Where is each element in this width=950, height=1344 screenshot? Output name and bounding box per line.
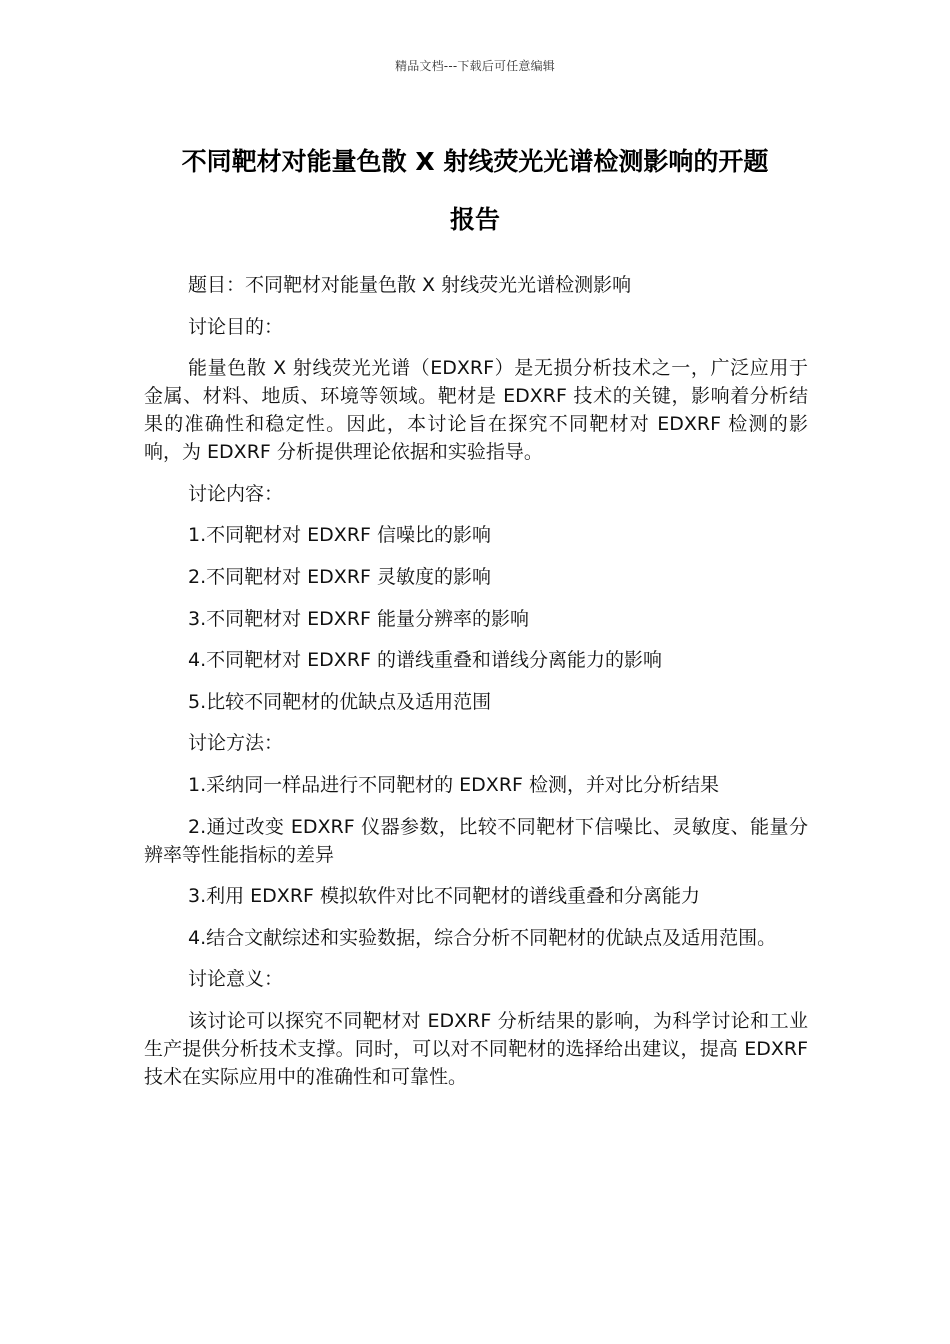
- document-title: [130, 133, 820, 249]
- method-heading: 讨论方法：: [188, 732, 284, 755]
- content-item-1: 1.不同靶材对 EDXRF 信噪比的影响: [188, 524, 491, 547]
- content-item-4: 4.不同靶材对 EDXRF 的谱线重叠和谱线分离能力的影响: [188, 649, 662, 672]
- document-title-line-2: 报告: [449, 205, 500, 234]
- method-item-4: 4.结合文献综述和实验数据，综合分析不同靶材的优缺点及适用范围。: [188, 926, 777, 949]
- significance-heading: 讨论意义：: [188, 968, 284, 991]
- content-item-2: 2.不同靶材对 EDXRF 灵敏度的影响: [188, 565, 491, 588]
- document-title-line-1: 不同靶材对能量色散 X 射线荧光光谱检测影响的开题: [181, 147, 769, 176]
- method-item-1: 1.采纳同一样品进行不同靶材的 EDXRF 检测，并对比分析结果: [188, 773, 719, 796]
- content-item-3: 3.不同靶材对 EDXRF 能量分辨率的影响: [188, 607, 529, 630]
- document-body: [144, 271, 808, 1105]
- method-item-2: 2.通过改变 EDXRF 仪器参数，比较不同靶材下信噪比、灵敏度、能量分辨率等性能指标的差异: [144, 815, 808, 866]
- significance-paragraph: 该讨论可以探究不同靶材对 EDXRF 分析结果的影响，为科学讨论和工业生产提供分析技术支撑。同时，可以对不同靶材的选择给出建议，提高 EDXRF 技术在实际应用中的准确性和可靠性。: [144, 1009, 808, 1088]
- content-heading: 讨论内容：: [188, 482, 284, 505]
- topic-line: 题目：不同靶材对能量色散 X 射线荧光光谱检测影响: [188, 274, 632, 296]
- page-header-note: 精品文档---下载后可任意编辑: [395, 59, 555, 73]
- purpose-paragraph: 能量色散 X 射线荧光光谱（EDXRF）是无损分析技术之一，广泛应用于金属、材料、地质、环境等领域。靶材是 EDXRF 技术的关键，影响着分析结果的准确性和稳定性。因此，本讨论旨在探究不同靶材对 EDXRF 检测的影响，为 EDXRF 分析提供理论依据和实验指导。: [144, 357, 808, 464]
- content-item-5: 5.比较不同靶材的优缺点及适用范围: [188, 690, 492, 713]
- method-item-3: 3.利用 EDXRF 模拟软件对比不同靶材的谱线重叠和分离能力: [188, 885, 700, 908]
- purpose-heading: 讨论目的：: [188, 315, 284, 338]
